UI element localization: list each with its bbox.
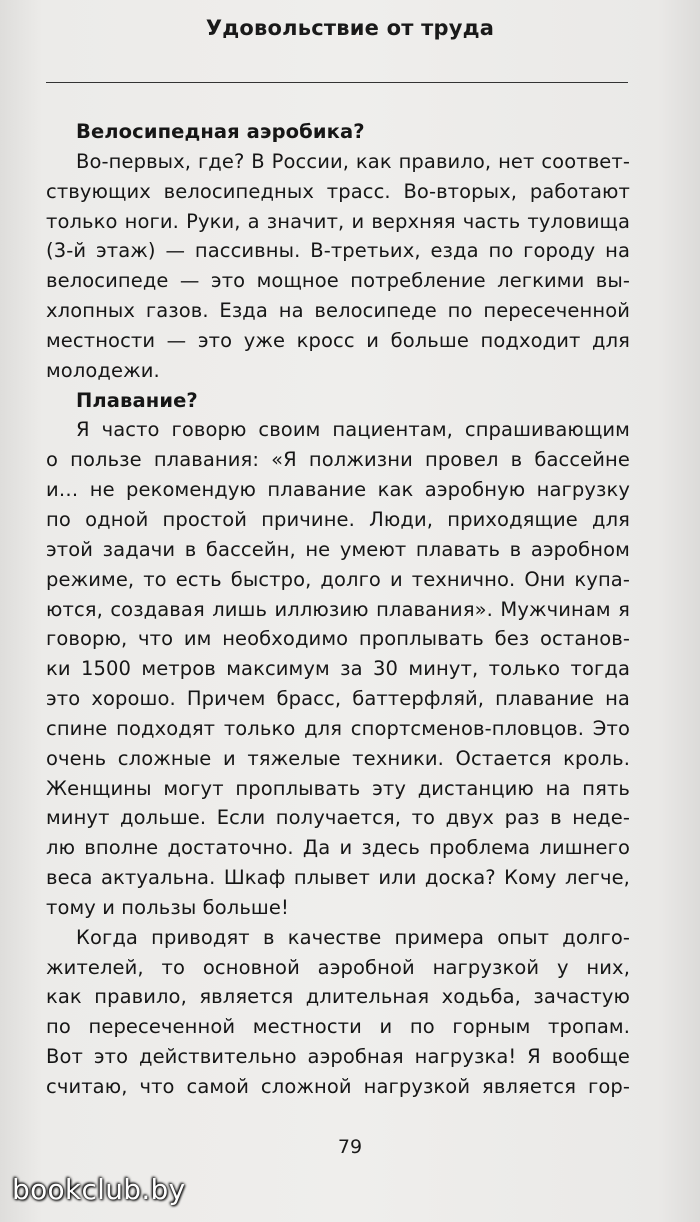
text-line: это хорошо. Причем брасс, баттерфляй, плавание на	[46, 687, 630, 711]
text-line: тому и пользы больше!	[46, 895, 289, 919]
text-line: режиме, то есть быстро, долго и технично. Они купа-	[46, 567, 630, 591]
text-line: и… не рекомендую плавание как аэробную нагрузку	[46, 478, 630, 502]
body-text	[46, 117, 630, 1102]
text-line: по одной простой причине. Люди, приходящие для	[46, 507, 630, 531]
text-line: как правило, является длительная ходьба, зачастую	[46, 985, 630, 1009]
text-line: велосипеде — это мощное потребление легкими вы-	[46, 269, 630, 293]
text-line: хлопных газов. Езда на велосипеде по пересеченной	[46, 299, 630, 323]
text-line: очень сложные и тяжелые техники. Остается кроль.	[46, 746, 630, 770]
running-head: Удовольствие от труда	[205, 16, 495, 40]
text-line: минут дольше. Если получается, то двух раз в неде-	[46, 806, 630, 830]
text-line: этой задачи в бассейн, не умеют плавать в аэробном	[46, 537, 630, 561]
text-line: о пользе плавания: «Я полжизни провел в бассейне	[46, 448, 630, 472]
text-line: лю вполне достаточно. Да и здесь проблема лишнего	[46, 836, 630, 860]
watermark: bookclub.by	[12, 1173, 186, 1206]
text-line: ки 1500 метров максимум за 30 минут, только тогда	[46, 657, 630, 681]
text-line: говорю, что им необходимо проплывать без останов-	[46, 627, 630, 651]
text-line: жителей, то основной аэробной нагрузкой у них,	[46, 955, 630, 979]
text-line: считаю, что самой сложной нагрузкой является гор-	[46, 1075, 630, 1098]
text-line: ются, создавая лишь иллюзию плавания». Мужчинам я	[46, 597, 630, 621]
text-line: ствующих велосипедных трасс. Во-вторых, работают	[46, 179, 630, 203]
section-heading: Велосипедная аэробика?	[76, 120, 365, 143]
text-line: веса актуальна. Шкаф плывет или доска? Кому легче,	[46, 866, 630, 890]
section-heading: Плавание?	[76, 388, 198, 412]
text-line: (3-й этаж) — пассивны. В-третьих, езда по городу на	[46, 239, 630, 263]
text-line: Женщины могут проплывать эту дистанцию на пять	[46, 776, 630, 800]
text-line: по пересеченной местности и по горным тропам.	[46, 1015, 630, 1039]
text-line: спине подходят только для спортсменов-пловцов. Это	[46, 716, 630, 740]
text-line: Когда приводят в качестве примера опыт долго-	[76, 925, 630, 949]
header-rule	[46, 82, 628, 83]
page-number: 79	[337, 1136, 363, 1158]
text-line: только ноги. Руки, а значит, и верхняя часть туловища	[46, 209, 630, 233]
text-line: Я часто говорю своим пациентам, спрашивающим	[76, 418, 630, 442]
text-line: Во-первых, где? В России, как правило, нет соответ-	[76, 149, 630, 173]
text-line: молодежи.	[46, 358, 160, 382]
text-line: местности — это уже кросс и больше подходит для	[46, 328, 630, 352]
text-line: Вот это действительно аэробная нагрузка! Я вообще	[46, 1045, 630, 1069]
